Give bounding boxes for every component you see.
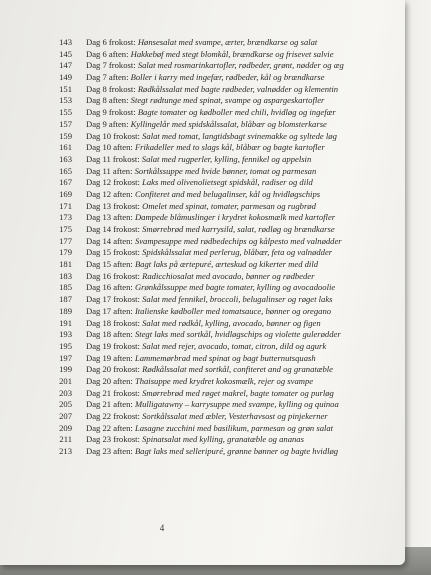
toc-page-number: 177 bbox=[59, 235, 72, 246]
toc-day-label: Dag 19 frokost: bbox=[86, 340, 140, 351]
toc-entry bbox=[0, 259, 405, 271]
toc-page-number: 189 bbox=[59, 305, 72, 316]
toc-day-label: Dag 15 frokost: bbox=[86, 247, 140, 258]
toc-dish-title: Lammemørbrad med spinat og bagt butternutsquash bbox=[134, 352, 316, 363]
toc-day-label: Dag 6 aften: bbox=[86, 48, 129, 59]
toc-page-number: 183 bbox=[59, 270, 72, 281]
toc-entry-text bbox=[86, 318, 321, 330]
toc-entry-text bbox=[86, 189, 320, 201]
toc-page-number: 205 bbox=[59, 399, 72, 410]
toc-entry-text bbox=[86, 271, 314, 283]
toc-day-label: Dag 11 aften: bbox=[86, 165, 133, 176]
toc-day-label: Dag 10 aften: bbox=[86, 142, 133, 153]
toc-dish-title: Spinatsalat med kylling, granatæble og ananas bbox=[142, 434, 304, 445]
toc-page-number: 207 bbox=[59, 411, 72, 421]
toc-entry bbox=[0, 60, 405, 72]
toc-dish-title: Sortkålssuppe med hvide bønner, tomat og parmesan bbox=[134, 165, 317, 176]
toc-entry-text bbox=[86, 306, 331, 318]
toc-dish-title: Salat med rejer, avocado, tomat, citron, dild og agurk bbox=[142, 340, 327, 351]
toc-page-number: 165 bbox=[59, 165, 72, 176]
toc-dish-title: Lasagne zucchini med basilikum, parmesan og grøn salat bbox=[134, 422, 334, 433]
toc-page-number: 167 bbox=[59, 177, 72, 188]
toc-entry bbox=[0, 212, 405, 224]
toc-dish-title: Stegt rødtunge med spinat, svampe og aspargeskartofler bbox=[130, 95, 325, 106]
toc-day-label: Dag 11 frokost: bbox=[86, 153, 140, 164]
toc-page-number: 153 bbox=[59, 95, 72, 106]
toc-day-label: Dag 12 aften: bbox=[86, 188, 133, 199]
toc-day-label: Dag 16 aften: bbox=[86, 282, 133, 293]
toc-day-label: Dag 21 aften: bbox=[86, 399, 133, 410]
toc-page-number: 193 bbox=[59, 329, 72, 340]
toc-dish-title: Stegt laks med sortkål, hvidløgschips og violette gulerødder bbox=[134, 329, 341, 340]
toc-page-number: 143 bbox=[59, 37, 72, 47]
toc-dish-title: Bagt laks med selleripuré, grønne bønner og bagte hvidløg bbox=[134, 446, 339, 457]
toc-dish-title: Smørrebrød med røget makrel, bagte tomater og purløg bbox=[142, 387, 334, 398]
toc-page-number: 157 bbox=[59, 118, 72, 129]
toc-dish-title: Bagt laks på ærtepuré, ærteskud og kikerter med dild bbox=[134, 259, 319, 270]
toc-entry-text bbox=[86, 224, 335, 236]
toc-page-number: 149 bbox=[59, 72, 72, 83]
toc-day-label: Dag 7 frokost: bbox=[86, 60, 136, 71]
toc-entry-text bbox=[86, 399, 339, 411]
toc-day-label: Dag 17 frokost: bbox=[86, 294, 140, 305]
toc-entry bbox=[0, 411, 405, 423]
toc-entry-text bbox=[86, 341, 326, 353]
toc-entry-text bbox=[86, 177, 313, 189]
toc-entry-text bbox=[86, 294, 333, 306]
toc-entry bbox=[0, 364, 405, 376]
toc-entry-text bbox=[86, 95, 324, 107]
toc-entry-text bbox=[86, 247, 332, 259]
toc-entry-text bbox=[86, 72, 324, 84]
toc-day-label: Dag 21 frokost: bbox=[86, 387, 140, 398]
toc-entry bbox=[0, 247, 405, 259]
toc-page-number: 199 bbox=[59, 364, 72, 375]
toc-dish-title: Rødkålssalat med sortkål, confiteret and og granatæble bbox=[142, 364, 333, 375]
toc-entry bbox=[0, 177, 405, 189]
toc-page-number: 211 bbox=[59, 434, 72, 445]
toc-dish-title: Svampesuppe med rødbedechips og kålpesto med valnødder bbox=[134, 235, 342, 246]
toc-entry bbox=[0, 107, 405, 119]
toc-day-label: Dag 13 aften: bbox=[86, 212, 133, 223]
table-of-contents bbox=[0, 37, 405, 458]
toc-entry-text bbox=[86, 84, 338, 96]
toc-day-label: Dag 17 aften: bbox=[86, 305, 133, 316]
toc-entry bbox=[0, 37, 405, 49]
toc-entry-text bbox=[86, 411, 328, 423]
toc-entry bbox=[0, 294, 405, 306]
toc-page-number: 213 bbox=[59, 446, 72, 457]
toc-entry bbox=[0, 388, 405, 400]
toc-dish-title: Radicchiosalat med avocado, bønner og rødbeder bbox=[142, 270, 315, 281]
toc-dish-title: Salat med rosmarinkartofler, rødbeder, grønt, nødder og æg bbox=[137, 60, 344, 71]
toc-page-number: 195 bbox=[59, 340, 72, 351]
toc-entry-text bbox=[86, 60, 344, 72]
toc-page-number: 147 bbox=[59, 60, 72, 71]
toc-entry bbox=[0, 142, 405, 154]
toc-dish-title: Laks med olivenolietsegt spidskål, radiser og dild bbox=[142, 177, 313, 188]
toc-dish-title: Hønsesalat med svampe, ærter, brændkarse og salat bbox=[137, 37, 318, 47]
toc-entry bbox=[0, 131, 405, 143]
toc-entry-text bbox=[86, 259, 318, 271]
toc-entry bbox=[0, 318, 405, 330]
toc-entry-text bbox=[86, 142, 325, 154]
toc-entry bbox=[0, 154, 405, 166]
page-number: 4 bbox=[159, 523, 165, 533]
toc-page-number: 173 bbox=[59, 212, 72, 223]
toc-page-number: 151 bbox=[59, 83, 72, 94]
toc-dish-title: Hakkebøf med stegt blomkål, brændkarse og frisevet salvie bbox=[130, 48, 334, 59]
toc-day-label: Dag 23 frokost: bbox=[86, 434, 140, 445]
toc-page-number: 179 bbox=[59, 247, 72, 258]
toc-page-number: 209 bbox=[59, 422, 72, 433]
toc-page-number: 169 bbox=[59, 188, 72, 199]
toc-dish-title: Thaisuppe med krydret kokosmælk, rejer og svampe bbox=[134, 375, 314, 386]
toc-page-number: 197 bbox=[59, 352, 72, 363]
toc-entry-text bbox=[86, 376, 313, 388]
toc-entry bbox=[0, 72, 405, 84]
toc-entry bbox=[0, 341, 405, 353]
toc-entry-text bbox=[86, 236, 342, 248]
toc-dish-title: Italienske kødboller med tomatsauce, bønner og oregano bbox=[134, 305, 332, 316]
toc-entry-text bbox=[86, 131, 337, 143]
toc-day-label: Dag 10 frokost: bbox=[86, 130, 140, 141]
toc-day-label: Dag 8 frokost: bbox=[86, 83, 136, 94]
toc-entry-text bbox=[86, 201, 316, 213]
toc-dish-title: Boller i karry med ingefær, rødbeder, kål og brændkarse bbox=[130, 72, 325, 83]
toc-entry bbox=[0, 434, 405, 446]
toc-dish-title: Smørrebrød med karrysild, salat, rødløg og brændkarse bbox=[142, 224, 335, 234]
toc-day-label: Dag 16 frokost: bbox=[86, 270, 140, 281]
toc-dish-title: Rødkålssalat med bagte rødbeder, valnødder og klementin bbox=[137, 83, 339, 94]
toc-entry bbox=[0, 423, 405, 435]
toc-entry-text bbox=[86, 388, 334, 400]
toc-day-label: Dag 19 aften: bbox=[86, 352, 133, 363]
toc-page-number: 161 bbox=[59, 142, 72, 153]
toc-entry-text bbox=[86, 107, 336, 119]
toc-entry bbox=[0, 224, 405, 236]
toc-entry bbox=[0, 236, 405, 248]
toc-entry bbox=[0, 271, 405, 283]
toc-entry bbox=[0, 119, 405, 131]
toc-entry-text bbox=[86, 166, 316, 178]
toc-entry bbox=[0, 201, 405, 213]
toc-entry bbox=[0, 399, 405, 411]
toc-day-label: Dag 15 aften: bbox=[86, 259, 133, 270]
toc-entry-text bbox=[86, 154, 311, 166]
toc-dish-title: Sortkålssalat med æbler, Vesterhavsost og pinjekerner bbox=[142, 411, 328, 421]
toc-dish-title: Salat med fennikel, broccoli, belugalinser og røget laks bbox=[142, 294, 333, 305]
toc-dish-title: Salat med rugperler, kylling, fennikel og appelsin bbox=[141, 153, 312, 164]
toc-entry-text bbox=[86, 282, 335, 294]
toc-entry bbox=[0, 376, 405, 388]
toc-dish-title: Grønkålssuppe med bagte tomater, kylling og avocadoolie bbox=[134, 282, 336, 293]
toc-entry-text bbox=[86, 446, 338, 458]
toc-page-number: 145 bbox=[59, 48, 72, 59]
toc-entry bbox=[0, 446, 405, 458]
toc-entry-text bbox=[86, 423, 333, 435]
toc-dish-title: Spidskålssalat med perlerug, blåbær, feta og valnødder bbox=[142, 247, 333, 258]
toc-day-label: Dag 18 frokost: bbox=[86, 317, 140, 328]
toc-entry bbox=[0, 49, 405, 61]
toc-day-label: Dag 9 aften: bbox=[86, 118, 129, 129]
toc-entry bbox=[0, 95, 405, 107]
toc-page-number: 175 bbox=[59, 224, 72, 234]
toc-day-label: Dag 20 frokost: bbox=[86, 364, 140, 375]
toc-entry bbox=[0, 329, 405, 341]
toc-dish-title: Confiteret and med belugalinser, kål og hvidløgschips bbox=[134, 188, 321, 199]
toc-entry-text bbox=[86, 212, 335, 224]
toc-dish-title: Dampede blåmuslinger i krydret kokosmælk med kartofler bbox=[134, 212, 336, 223]
toc-entry bbox=[0, 166, 405, 178]
toc-page-number: 155 bbox=[59, 107, 72, 118]
toc-page-number: 159 bbox=[59, 130, 72, 141]
toc-page-number: 181 bbox=[59, 259, 72, 270]
toc-page-number: 163 bbox=[59, 153, 72, 164]
toc-page-number: 187 bbox=[59, 294, 72, 305]
toc-day-label: Dag 22 frokost: bbox=[86, 411, 140, 421]
toc-dish-title: Mulligatawny – karrysuppe med svampe, kylling og quinoa bbox=[134, 399, 339, 410]
toc-dish-title: Frikadeller med to slags kål, blåbær og bagte kartofler bbox=[134, 142, 325, 153]
toc-entry bbox=[0, 84, 405, 96]
toc-day-label: Dag 7 aften: bbox=[86, 72, 129, 83]
toc-page-number: 203 bbox=[59, 387, 72, 398]
toc-entry-text bbox=[86, 37, 317, 49]
toc-dish-title: Kyllingelår med spidskålssalat, blåbær og blomsterkarse bbox=[130, 118, 327, 129]
toc-entry-text bbox=[86, 329, 341, 341]
toc-page-number: 191 bbox=[59, 317, 72, 328]
toc-day-label: Dag 20 aften: bbox=[86, 375, 133, 386]
toc-day-label: Dag 12 frokost: bbox=[86, 177, 140, 188]
toc-entry-text bbox=[86, 434, 304, 446]
toc-entry bbox=[0, 306, 405, 318]
toc-dish-title: Omelet med spinat, tomater, parmesan og rugbrød bbox=[142, 200, 316, 211]
toc-page-number: 171 bbox=[59, 200, 72, 211]
toc-day-label: Dag 14 frokost: bbox=[86, 224, 140, 234]
toc-page-number: 185 bbox=[59, 282, 72, 293]
toc-day-label: Dag 6 frokost: bbox=[86, 37, 136, 47]
toc-entry-text bbox=[86, 364, 333, 376]
toc-entry bbox=[0, 282, 405, 294]
toc-day-label: Dag 13 frokost: bbox=[86, 200, 140, 211]
toc-entry-text bbox=[86, 49, 334, 61]
toc-dish-title: Salat med rødkål, kylling, avocado, bønner og figen bbox=[142, 317, 321, 328]
toc-day-label: Dag 8 aften: bbox=[86, 95, 129, 106]
toc-day-label: Dag 22 aften: bbox=[86, 422, 133, 433]
toc-dish-title: Bagte tomater og kødboller med chili, hvidløg og ingefær bbox=[137, 107, 336, 118]
toc-day-label: Dag 14 aften: bbox=[86, 235, 133, 246]
toc-entry bbox=[0, 189, 405, 201]
toc-day-label: Dag 23 aften: bbox=[86, 446, 133, 457]
toc-page-number: 201 bbox=[59, 375, 72, 386]
toc-dish-title: Salat med tomat, langtidsbagt svinemakke og syltede løg bbox=[142, 130, 337, 141]
toc-entry-text bbox=[86, 353, 316, 365]
toc-day-label: Dag 9 frokost: bbox=[86, 107, 136, 118]
toc-entry bbox=[0, 353, 405, 365]
toc-entry-text bbox=[86, 119, 327, 131]
toc-day-label: Dag 18 aften: bbox=[86, 329, 133, 340]
